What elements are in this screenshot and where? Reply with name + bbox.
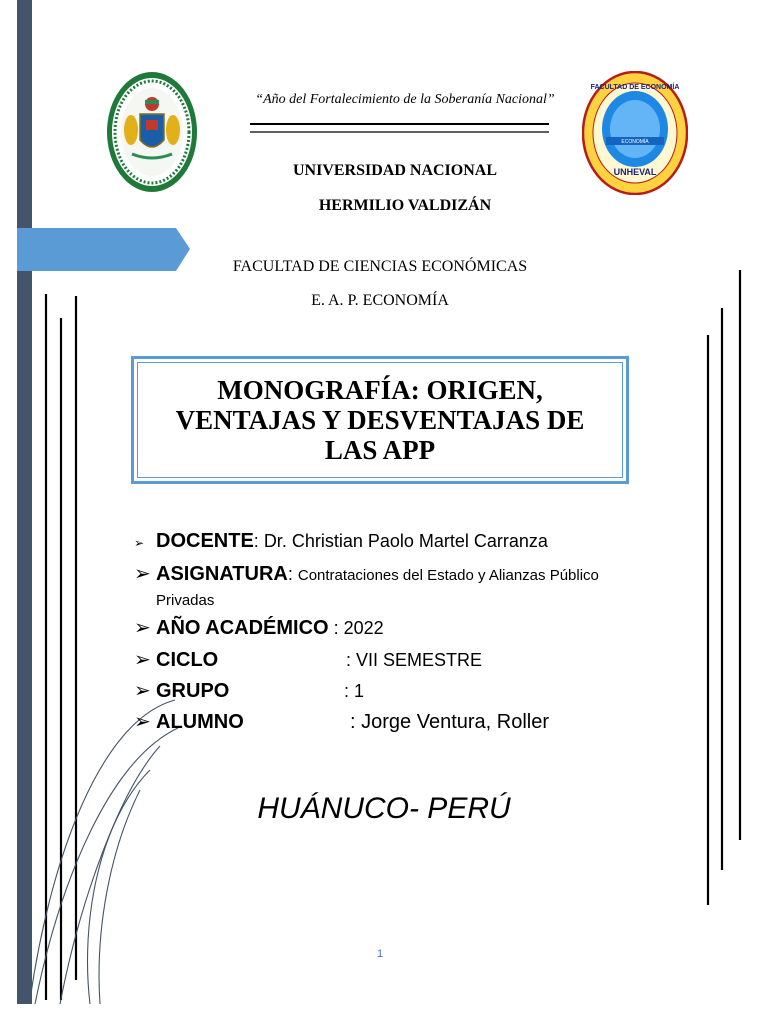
detail-row-ano-academico (134, 615, 384, 640)
location-text: HUÁNUCO- PERÚ (257, 792, 511, 825)
bullet-arrow-icon: ➢ (134, 711, 151, 733)
detail-sep: : (253, 531, 264, 551)
faculty-seal-icon (582, 71, 688, 195)
detail-value: Contrataciones del Estado y Alianzas Público (297, 567, 599, 584)
bullet-arrow-icon: ➢ (134, 649, 151, 671)
bullet-arrow-icon: ➢ (134, 680, 151, 702)
motto-text: “Año del Fortalecimiento de la Soberanía Nacional” (255, 92, 555, 107)
motto-underline-rules (250, 124, 549, 132)
detail-value: 1 (354, 681, 365, 701)
detail-label: CICLO (156, 649, 219, 671)
detail-row-docente (134, 530, 548, 553)
detail-label: GRUPO (156, 680, 230, 702)
detail-label: ALUMNO (156, 711, 244, 733)
detail-sep: : (287, 564, 298, 584)
blue-arrow-ribbon (17, 228, 190, 271)
seal-top-text: FACULTAD DE ECONOMÍA (590, 84, 680, 91)
decorative-curves (30, 700, 178, 1004)
detail-row-grupo (134, 678, 364, 703)
faculty-name: FACULTAD DE CIENCIAS ECONÓMICAS (232, 258, 528, 275)
detail-row-alumno (134, 709, 549, 734)
school-name: E. A. P. ECONOMÍA (311, 292, 449, 309)
detail-sep: : (328, 618, 344, 638)
detail-value-continuation: Privadas (156, 592, 215, 609)
bullet-arrow-icon: ➢ (134, 536, 145, 550)
detail-row-ciclo (134, 647, 482, 672)
detail-sep: : (350, 711, 362, 733)
detail-value: 2022 (343, 618, 384, 638)
decorative-vertical-lines-left (46, 294, 76, 1000)
detail-sep: : (346, 650, 357, 670)
detail-label: ASIGNATURA (156, 563, 288, 585)
detail-sep: : (344, 681, 355, 701)
detail-label: AÑO ACADÉMICO (156, 617, 329, 639)
left-sidebar-bar (17, 0, 32, 1004)
university-name-line1: UNIVERSIDAD NACIONAL (292, 162, 498, 179)
detail-value: Dr. Christian Paolo Martel Carranza (263, 531, 548, 551)
seal-ribbon-text: ECONOMÍA (621, 139, 649, 145)
detail-value: Jorge Ventura, Roller (361, 711, 550, 733)
bullet-arrow-icon: ➢ (134, 563, 151, 585)
title-box (131, 356, 629, 484)
university-name-line2: HERMILIO VALDIZÁN (318, 197, 492, 214)
detail-value: VII SEMESTRE (356, 650, 483, 670)
page-number: 1 (376, 948, 384, 960)
monograph-title: MONOGRAFÍA: ORIGEN, VENTAJAS Y DESVENTAJAS DE LAS APP (137, 362, 623, 478)
detail-label: DOCENTE (156, 530, 254, 552)
bullet-arrow-icon: ➢ (134, 617, 151, 639)
detail-row-asignatura (134, 561, 599, 586)
seal-bottom-text: UNHEVAL (613, 167, 657, 177)
university-crest-icon (106, 70, 198, 194)
